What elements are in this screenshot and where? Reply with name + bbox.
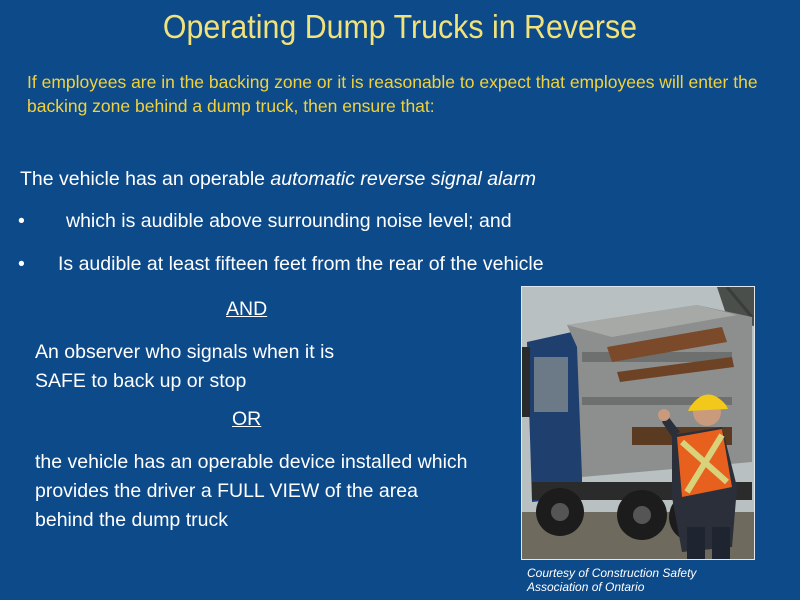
observer-text: [35, 338, 395, 396]
dump-truck-photo-icon: [521, 286, 755, 560]
bullet-item-1: [18, 210, 512, 233]
requirement-prefix: The vehicle has an operable: [20, 168, 271, 190]
requirement-emphasis: automatic reverse signal alarm: [270, 168, 536, 190]
and-label: AND: [226, 298, 268, 320]
credit-line-2: Association of Ontario: [527, 580, 645, 594]
photo-credit: [527, 566, 787, 594]
observer-line-2: SAFE to back up or stop: [35, 370, 247, 392]
device-text: [35, 448, 505, 535]
device-line-3: behind the dump truck: [35, 509, 228, 531]
intro-text: If employees are in the backing zone or it is reasonable to expect that employees will enter the backing zone behind a dump truck, then ensure that:: [27, 72, 758, 116]
device-line-1: the vehicle has an operable device installed which: [35, 451, 468, 473]
bullet-icon: •: [18, 253, 25, 275]
bullet-text-2: Is audible at least fifteen feet from the rear of the vehicle: [58, 253, 544, 275]
or-label: OR: [232, 408, 262, 430]
bullet-text-1: which is audible above surrounding noise level; and: [66, 210, 512, 232]
slide-title: Operating Dump Trucks in Reverse: [162, 8, 638, 45]
bullet-icon: •: [18, 210, 25, 232]
requirement-line: [20, 168, 536, 191]
observer-line-1: An observer who signals when it is: [35, 341, 335, 363]
bullet-item-2: [18, 253, 544, 276]
device-line-2: provides the driver a FULL VIEW of the area: [35, 480, 418, 502]
credit-line-1: Courtesy of Construction Safety: [527, 566, 697, 580]
